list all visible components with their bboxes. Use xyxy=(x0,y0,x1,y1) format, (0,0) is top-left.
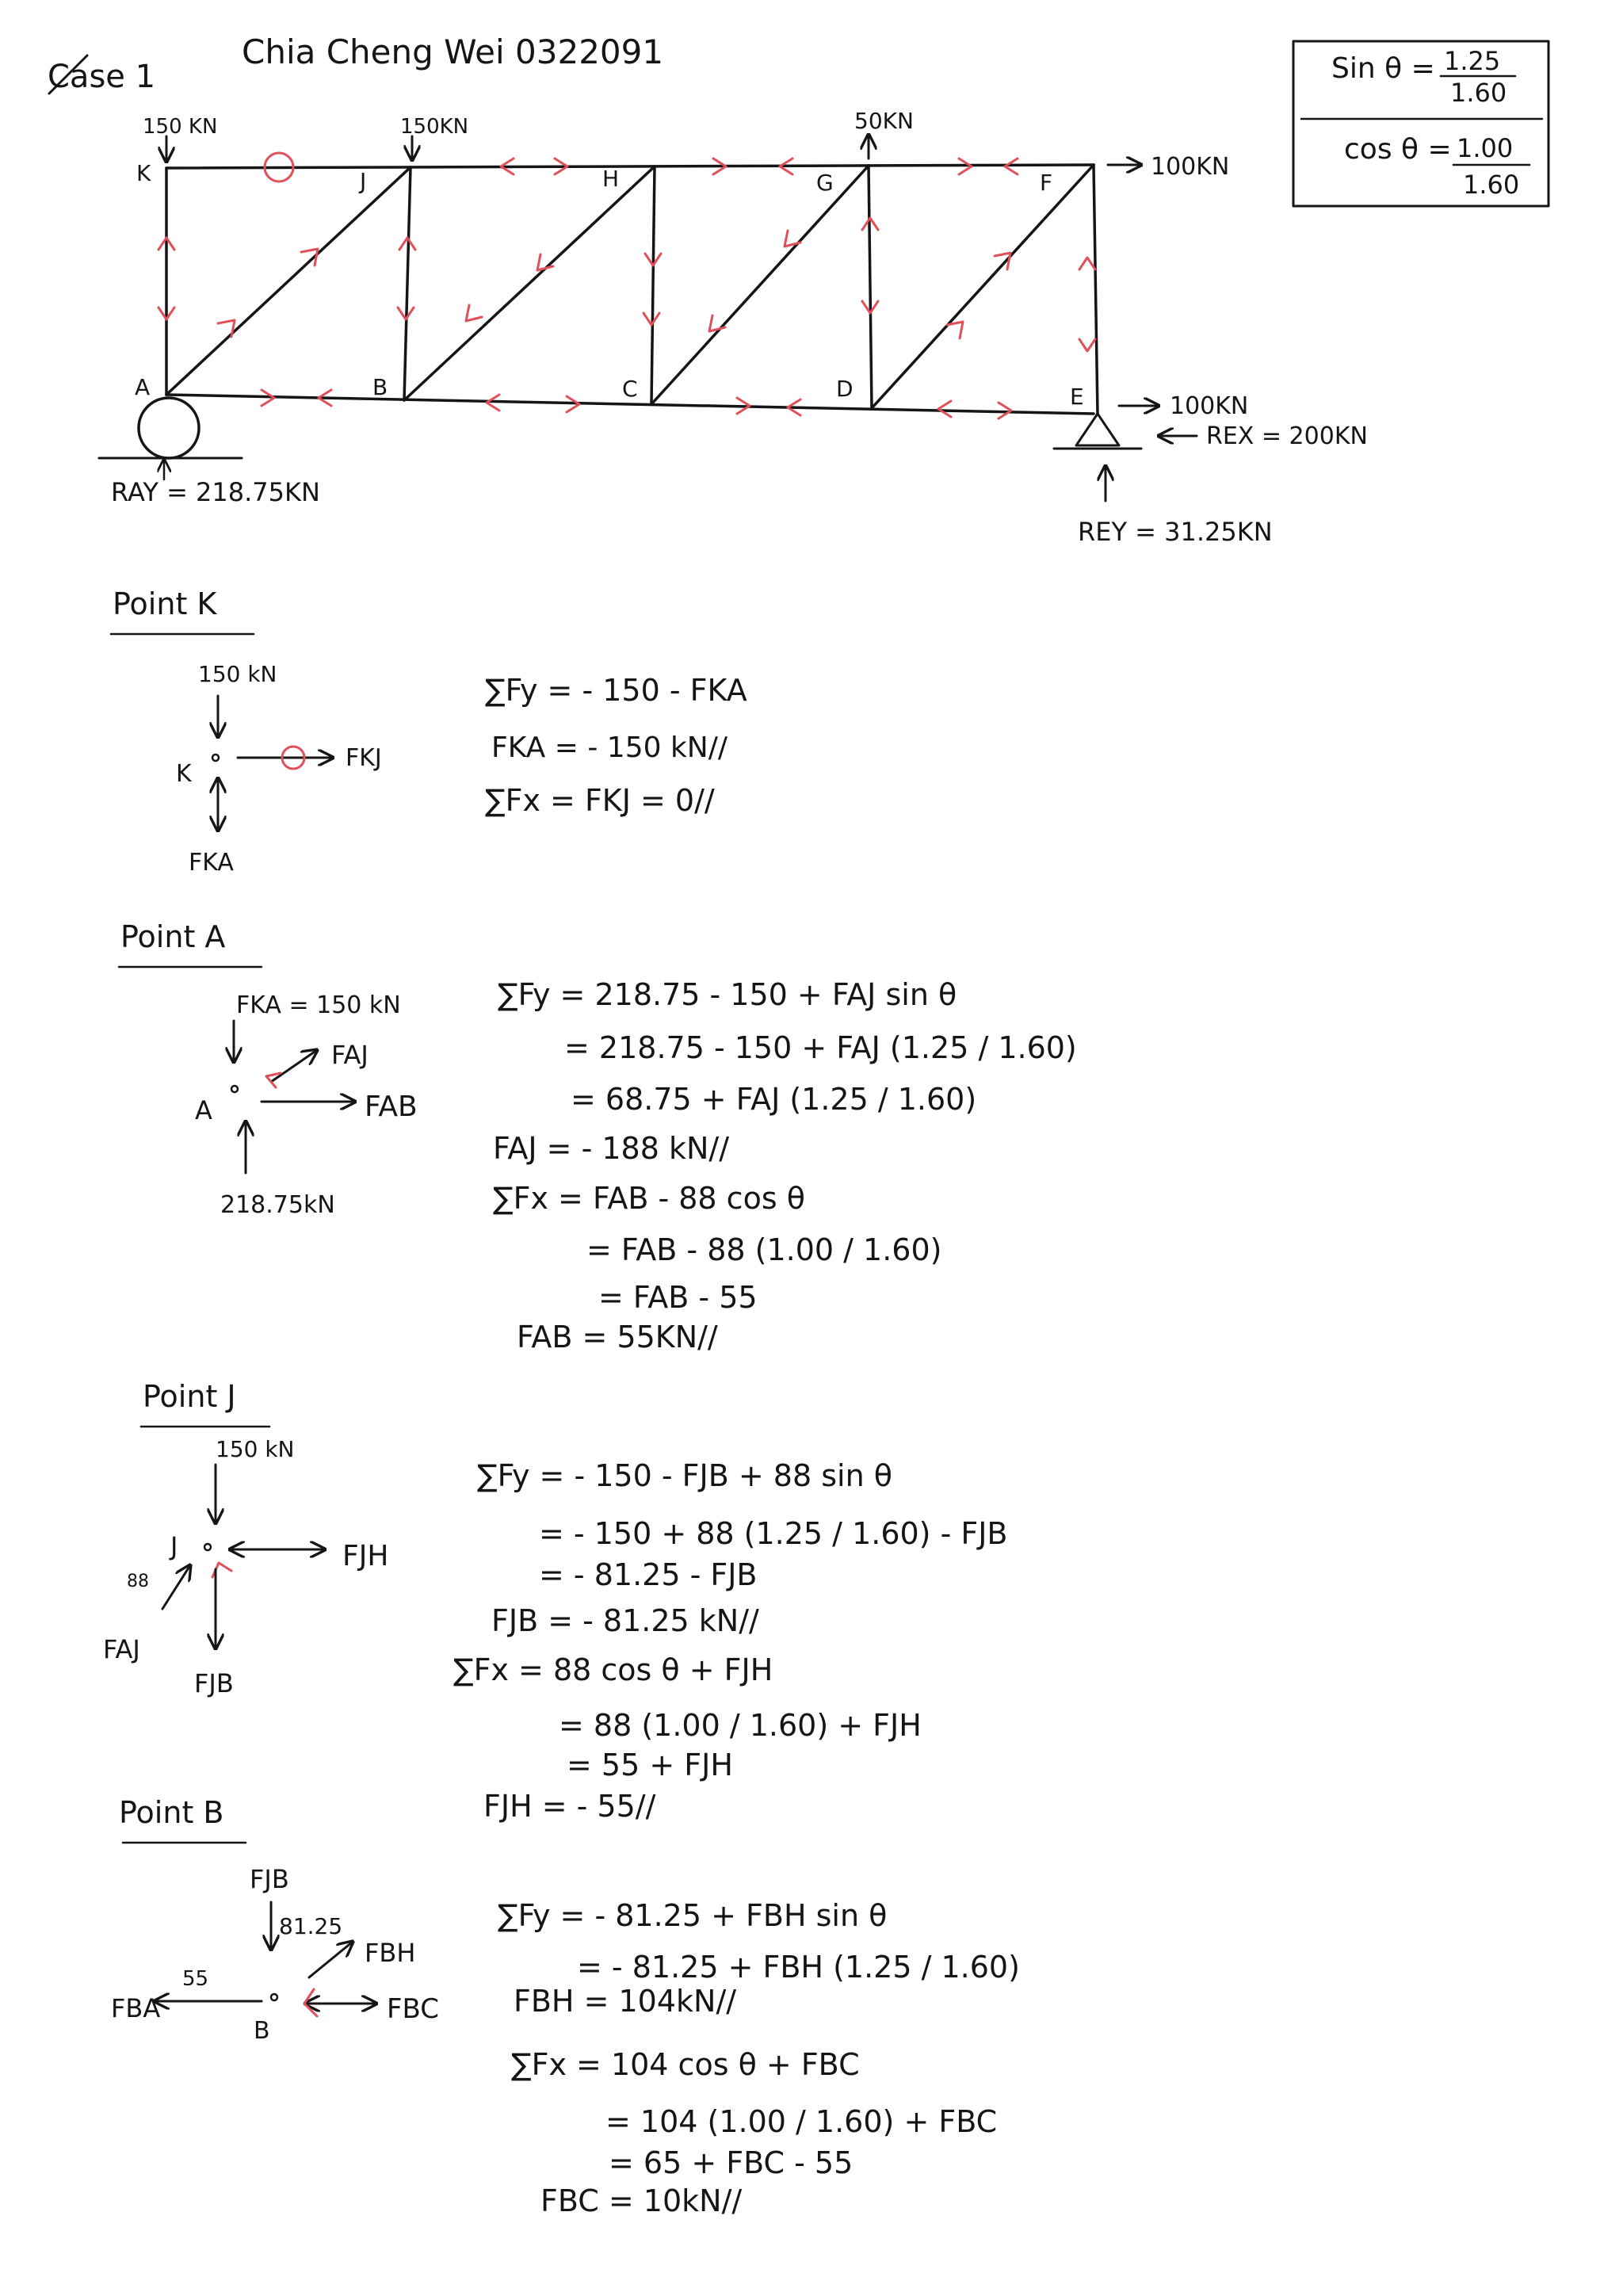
node-label-b: B xyxy=(372,374,388,400)
fbd-b-fbc: FBC xyxy=(387,1993,440,2025)
force-arrow-bh-down xyxy=(466,305,482,321)
point-a-heading: Point A xyxy=(120,919,226,954)
fbd-j-load: 150 kN xyxy=(216,1436,295,1462)
fbd-j-node-dot xyxy=(204,1544,211,1550)
cos-numerator: 1.00 xyxy=(1457,133,1514,163)
fbd-j-node: J xyxy=(170,1531,178,1561)
eq-b-6: = 65 + FBC - 55 xyxy=(609,2145,854,2180)
member-gd xyxy=(869,166,872,408)
eq-a-4: FAJ = - 188 kN// xyxy=(493,1131,730,1166)
eq-j-8: FJH = - 55// xyxy=(483,1789,656,1824)
eq-j-1: ∑Fy = - 150 - FJB + 88 sin θ xyxy=(477,1458,892,1493)
point-k-equations xyxy=(485,673,747,818)
fbd-b-node-dot xyxy=(271,1994,277,2000)
load-label-k: 150 KN xyxy=(143,115,218,139)
sin-label: Sin θ = xyxy=(1331,52,1435,85)
force-arrow-de-left xyxy=(938,401,951,417)
eq-a-6: = FAB - 88 (1.00 / 1.60) xyxy=(586,1232,942,1267)
eq-j-3: = - 81.25 - FJB xyxy=(539,1557,758,1592)
fbd-a-fab: FAB xyxy=(365,1091,418,1123)
fbd-k-fka: FKA xyxy=(189,849,234,877)
load-label-j: 150KN xyxy=(400,115,469,139)
eq-a-7: = FAB - 55 xyxy=(598,1280,758,1315)
fbd-a-reaction: 218.75kN xyxy=(220,1191,335,1219)
eq-k-2: FKA = - 150 kN// xyxy=(491,732,727,764)
fbd-a-faj-arrow xyxy=(271,1050,317,1082)
force-arrow-aj-up xyxy=(218,320,235,337)
eq-b-5: = 104 (1.00 / 1.60) + FBC xyxy=(605,2104,998,2139)
support-reactions xyxy=(111,422,1368,547)
support-a-roller xyxy=(99,398,242,458)
fbd-b-fjb: FJB xyxy=(250,1864,289,1894)
cos-label: cos θ = xyxy=(1344,133,1452,166)
member-bh xyxy=(404,166,655,400)
fbd-a-node: A xyxy=(195,1095,212,1125)
point-a-fbd xyxy=(195,991,418,1219)
eq-a-8: FAB = 55KN// xyxy=(517,1320,718,1354)
node-label-j: J xyxy=(360,168,367,194)
eq-b-4: ∑Fx = 104 cos θ + FBC xyxy=(511,2047,860,2082)
member-jb xyxy=(404,167,411,400)
fbd-b-node: B xyxy=(254,2017,270,2045)
member-hc xyxy=(651,166,655,404)
force-arrow-fe-up xyxy=(1079,258,1095,269)
node-label-c: C xyxy=(622,376,638,402)
eq-j-7: = 55 + FJH xyxy=(567,1748,733,1782)
eq-k-1: ∑Fy = - 150 - FKA xyxy=(485,673,747,708)
point-a-section xyxy=(119,919,1077,1354)
load-label-e: 100KN xyxy=(1170,392,1249,420)
node-label-a: A xyxy=(135,374,151,400)
eq-j-2: = - 150 + 88 (1.25 / 1.60) - FJB xyxy=(539,1516,1008,1551)
force-arrow-cg-down xyxy=(709,315,725,331)
sin-numerator: 1.25 xyxy=(1444,46,1501,76)
eq-a-3: = 68.75 + FAJ (1.25 / 1.60) xyxy=(571,1082,977,1117)
fbd-j-fjh: FJH xyxy=(342,1540,389,1572)
cos-denominator: 1.60 xyxy=(1463,170,1520,200)
fbd-b-fba: FBA xyxy=(111,1993,161,2023)
point-j-heading: Point J xyxy=(143,1379,236,1414)
point-k-fbd xyxy=(176,661,382,877)
eq-j-4: FJB = - 81.25 kN// xyxy=(491,1603,759,1638)
point-j-fbd xyxy=(103,1436,388,1698)
member-aj xyxy=(166,167,411,395)
fbd-b-fjb-value: 81.25 xyxy=(279,1913,343,1939)
point-b-equations xyxy=(498,1898,1020,2218)
point-j-equations xyxy=(453,1458,1008,1824)
eq-a-5: ∑Fx = FAB - 88 cos θ xyxy=(493,1181,805,1216)
load-label-f: 100KN xyxy=(1151,153,1230,181)
point-k-heading: Point K xyxy=(113,586,217,621)
rey-label: REY = 31.25KN xyxy=(1078,517,1273,547)
fbd-j-faj: FAJ xyxy=(103,1634,140,1664)
point-b-section xyxy=(111,1795,1020,2218)
eq-k-3: ∑Fx = FKJ = 0// xyxy=(485,783,715,818)
member-df xyxy=(872,165,1094,408)
fbd-a-node-dot xyxy=(231,1086,238,1092)
member-fe xyxy=(1094,165,1098,414)
rex-label: REX = 200KN xyxy=(1206,422,1368,450)
header xyxy=(48,32,663,95)
node-label-h: H xyxy=(602,166,620,192)
fbd-b-fbh: FBH xyxy=(365,1938,416,1968)
eq-a-1: ∑Fy = 218.75 - 150 + FAJ sin θ xyxy=(498,977,957,1012)
point-b-fbd xyxy=(111,1864,439,2045)
top-chord xyxy=(166,165,1094,168)
sin-denominator: 1.60 xyxy=(1450,78,1507,108)
eq-j-5: ∑Fx = 88 cos θ + FJH xyxy=(453,1652,773,1687)
fbd-k-node: K xyxy=(176,760,192,788)
fbd-k-node-dot xyxy=(212,755,219,761)
fbd-a-load: FKA = 150 kN xyxy=(236,991,401,1019)
load-label-g: 50KN xyxy=(854,108,914,134)
eq-a-2: = 218.75 - 150 + FAJ (1.25 / 1.60) xyxy=(564,1030,1077,1065)
eq-b-3: FBH = 104kN// xyxy=(514,1984,737,2019)
point-a-equations xyxy=(493,977,1077,1354)
node-label-f: F xyxy=(1040,170,1053,196)
fbd-k-load: 150 kN xyxy=(198,661,277,687)
fbd-j-fjb: FJB xyxy=(194,1668,234,1698)
pin-support-triangle xyxy=(1076,414,1119,445)
eq-b-1: ∑Fy = - 81.25 + FBH sin θ xyxy=(498,1898,888,1933)
eq-j-6: = 88 (1.00 / 1.60) + FJH xyxy=(559,1708,922,1743)
ray-label: RAY = 218.75KN xyxy=(111,477,320,507)
point-k-section xyxy=(111,586,747,877)
fbd-b-fba-value: 55 xyxy=(182,1967,209,1991)
truss-node-labels xyxy=(135,160,1084,410)
point-j-section xyxy=(103,1379,1008,1824)
node-label-g: G xyxy=(816,170,834,196)
fbd-a-faj: FAJ xyxy=(331,1040,369,1070)
eq-b-7: FBC = 10kN// xyxy=(540,2183,743,2218)
truss-diagram xyxy=(99,108,1368,547)
node-label-d: D xyxy=(836,376,854,402)
force-arrow-cg-down-2 xyxy=(785,231,800,246)
member-cg xyxy=(651,166,869,404)
fbd-j-faj-value: 88 xyxy=(127,1572,149,1591)
roller-support-circle xyxy=(139,398,199,458)
fbd-j-faj-arrow xyxy=(162,1565,190,1609)
point-b-heading: Point B xyxy=(119,1795,224,1830)
case-label: Case 1 xyxy=(48,59,156,95)
fbd-b-fbh-arrow xyxy=(309,1942,353,1977)
trig-ratio-box xyxy=(1293,41,1549,206)
support-e-pin xyxy=(1054,414,1141,449)
node-label-e: E xyxy=(1070,384,1084,410)
force-arrow-df-up xyxy=(947,322,963,338)
node-label-k: K xyxy=(136,160,151,186)
fbd-k-fkj: FKJ xyxy=(346,744,382,772)
force-arrow-df-up-2 xyxy=(995,253,1010,269)
eq-b-2: = - 81.25 + FBH (1.25 / 1.60) xyxy=(577,1950,1020,1985)
force-arrow-fe-down xyxy=(1079,339,1095,351)
author-name: Chia Cheng Wei 0322091 xyxy=(242,32,664,71)
